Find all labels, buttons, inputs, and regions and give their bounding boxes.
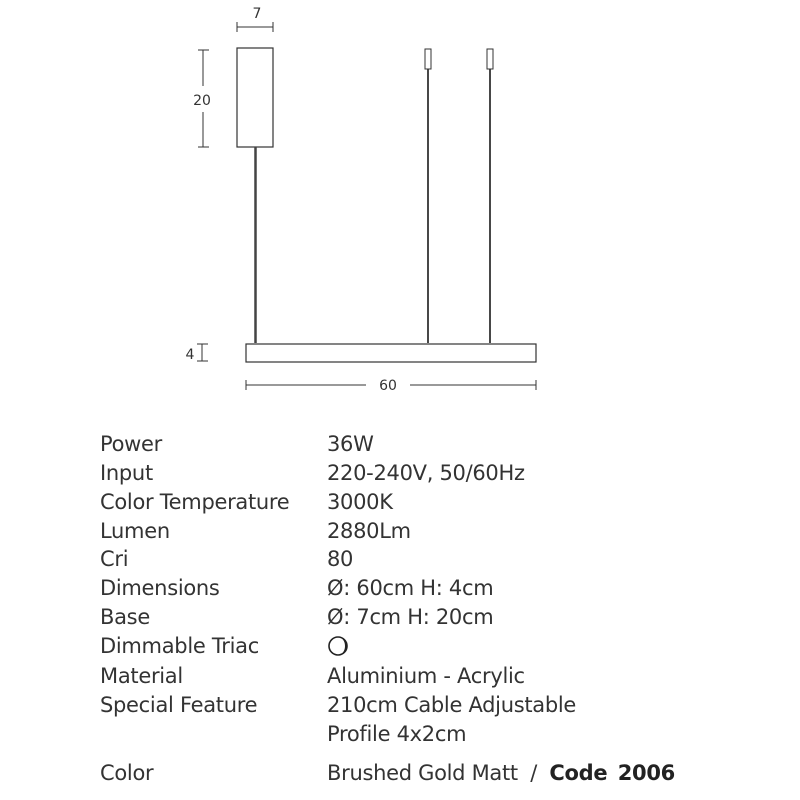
base-height-dimension	[193, 50, 211, 147]
cable-cap	[487, 49, 493, 69]
product-code-label: Code	[549, 761, 608, 785]
spec-value-material: Aluminium - Acrylic	[327, 664, 525, 688]
dimmer-icon	[327, 635, 349, 657]
spec-value-dimmable-triac	[327, 635, 349, 662]
bar-length-dimension	[246, 378, 536, 394]
spec-label-color: Color	[100, 761, 154, 785]
spec-label-power: Power	[100, 432, 162, 456]
spec-value-dimensions: Ø: 60cm H: 4cm	[327, 576, 494, 600]
spec-label-cri: Cri	[100, 547, 129, 571]
bar-height-dimension	[186, 344, 208, 363]
light-bar	[246, 344, 536, 362]
base-height-label: 20	[193, 93, 211, 109]
spec-label-dimmable-triac: Dimmable Triac	[100, 634, 259, 658]
spec-value-color-temperature: 3000K	[327, 490, 393, 514]
spec-label-special-feature: Special Feature	[100, 693, 258, 717]
bar-height-label: 4	[185, 347, 195, 363]
color-finish: Brushed Gold Matt	[327, 761, 518, 785]
spec-value-color	[327, 761, 675, 785]
spec-label-lumen: Lumen	[100, 519, 170, 543]
color-code-separator: /	[530, 761, 538, 785]
spec-value-power: 36W	[327, 432, 374, 456]
spec-label-dimensions: Dimensions	[100, 576, 220, 600]
spec-value-base: Ø: 7cm H: 20cm	[327, 605, 494, 629]
base-width-dimension	[237, 6, 273, 32]
spec-value-special-feature-line2: Profile 4x2cm	[327, 722, 467, 746]
ceiling-base	[237, 48, 273, 147]
spec-value-lumen: 2880Lm	[327, 519, 411, 543]
base-width-label: 7	[252, 6, 262, 22]
spec-label-material: Material	[100, 664, 183, 688]
spec-value-special-feature: 210cm Cable Adjustable	[327, 693, 577, 717]
spec-value-input: 220-240V, 50/60Hz	[327, 461, 525, 485]
spec-label-color-temperature: Color Temperature	[100, 490, 290, 514]
product-code-value: 2006	[617, 761, 675, 785]
spec-value-cri: 80	[327, 547, 354, 571]
cable-cap	[425, 49, 431, 69]
spec-label-input: Input	[100, 461, 153, 485]
bar-length-label: 60	[379, 378, 397, 394]
spec-label-base: Base	[100, 605, 150, 629]
